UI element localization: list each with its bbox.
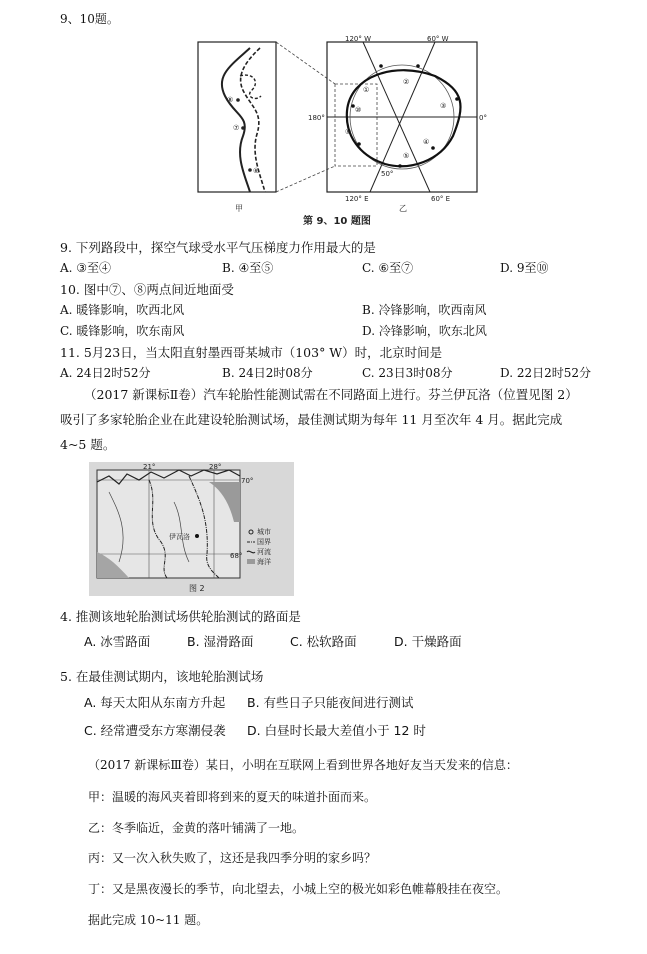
lon-180: 180° [308, 114, 325, 122]
passage2-line2: 吸引了多家轮胎企业在此建设轮胎测试场，最佳测试期为每年 11 月至次年 4 月。据此完成 [60, 412, 563, 427]
lon-60e: 60° E [431, 195, 451, 203]
figure1-caption: 第 9、10 题图 [303, 216, 371, 227]
legend-sea: 海洋 [257, 558, 271, 566]
q10-option-a[interactable]: A. 暖锋影响，吹西北风 [60, 303, 185, 317]
passage2-line3: 4~5 题。 [60, 437, 116, 452]
fig2-lat1: 70° [241, 477, 254, 485]
fig2-lat2: 68° [230, 552, 243, 560]
legend-border: 国界 [257, 538, 271, 546]
q4-option-c[interactable]: C. 松软路面 [290, 634, 357, 649]
passage3-outro: 据此完成 10~11 题。 [88, 913, 209, 927]
point-3: ③ [440, 102, 447, 110]
passage3-ding: 丁：又是黑夜漫长的季节，向北望去，小城上空的极光如彩色帷幕般挂在夜空。 [88, 882, 509, 896]
figure2-caption: 图 2 [189, 584, 205, 593]
figure-9-10 [195, 36, 485, 228]
q4-stem: 4. 推测该地轮胎测试场供轮胎测试的路面是 [60, 609, 301, 624]
legend-river: 河流 [257, 548, 271, 556]
label-yi: 乙 [399, 204, 407, 213]
legend-city: 城市 [257, 528, 271, 536]
header-line: 9、10题。 [60, 12, 119, 26]
q11-option-d[interactable]: D. 22日2时52分 [500, 366, 591, 380]
lat-50: 50° [381, 170, 394, 178]
passage3-yi: 乙：冬季临近，金黄的落叶铺满了一地。 [88, 821, 305, 835]
lon-0: 0° [479, 114, 487, 122]
q11-stem: 11. 5月23日，当太阳直射墨西哥某城市（103° W）时，北京时间是 [60, 345, 443, 360]
point-1: ① [363, 86, 370, 94]
point-4: ④ [423, 138, 430, 146]
left-front-solid [222, 48, 250, 192]
q9-option-a[interactable]: A. ③至④ [60, 261, 112, 275]
q10-option-c[interactable]: C. 暖锋影响，吹东南风 [60, 324, 185, 338]
left-panel-frame [198, 42, 276, 192]
point-7-left: ⑦ [233, 124, 240, 132]
lon-120e: 120° E [345, 195, 369, 203]
q5-stem: 5. 在最佳测试期内，该地轮胎测试场 [60, 669, 264, 684]
fig2-lon1: 21° [143, 463, 156, 471]
q11-option-a[interactable]: A. 24日2时52分 [60, 366, 151, 380]
q10-stem: 10. 图中⑦、⑧两点间近地面受 [60, 282, 234, 297]
lon-60w: 60° W [427, 35, 449, 43]
q9-option-b[interactable]: B. ④至⑤ [222, 261, 274, 275]
passage3-jia: 甲：温暖的海风夹着即将到来的夏天的味道扑面而来。 [88, 790, 377, 804]
fig2-lon2: 28° [209, 463, 222, 471]
q5-option-d[interactable]: D. 白昼时长最大差值小于 12 时 [247, 723, 426, 738]
q4-option-d[interactable]: D. 干燥路面 [394, 634, 462, 649]
lon-120w: 120° W [345, 35, 372, 43]
point-10: ⑩ [355, 106, 362, 114]
q11-option-c[interactable]: C. 23日3时08分 [362, 366, 453, 380]
city-ivalo: 伊瓦洛 [169, 533, 190, 541]
passage2-line1: （2017 新课标Ⅱ卷）汽车轮胎性能测试需在不同路面上进行。芬兰伊瓦洛（位置见图 2） [84, 387, 578, 402]
q5-option-a[interactable]: A. 每天太阳从东南方升起 [84, 695, 226, 710]
passage3-intro: （2017 新课标Ⅲ卷）某日，小明在互联网上看到世界各地好友当天发来的信息： [88, 758, 518, 772]
q10-option-b[interactable]: B. 冷锋影响，吹西南风 [362, 303, 487, 317]
q5-option-b[interactable]: B. 有些日子只能夜间进行测试 [247, 695, 414, 710]
point-8-left: ⑧ [227, 96, 234, 104]
point-5: ⑤ [403, 152, 410, 160]
figure-2-map [89, 462, 294, 596]
q9-option-d[interactable]: D. 9至⑩ [500, 261, 549, 275]
point-6-left: ⑥ [253, 167, 260, 175]
point-9: ⑨ [345, 128, 352, 136]
q10-option-d[interactable]: D. 冷锋影响，吹东北风 [362, 324, 487, 338]
q9-stem: 9. 下列路段中，探空气球受水平气压梯度力作用最大的是 [60, 240, 376, 255]
passage3-bing: 丙：又一次入秋失败了，这还是我四季分明的家乡吗？ [88, 851, 377, 865]
q9-option-c[interactable]: C. ⑥至⑦ [362, 261, 414, 275]
label-jia: 甲 [235, 204, 243, 213]
q5-option-c[interactable]: C. 经常遭受东方寒潮侵袭 [84, 723, 226, 738]
q11-option-b[interactable]: B. 24日2时08分 [222, 366, 313, 380]
q4-option-a[interactable]: A. 冰雪路面 [84, 634, 151, 649]
point-2: ② [403, 78, 410, 86]
q4-option-b[interactable]: B. 湿滑路面 [187, 634, 254, 649]
